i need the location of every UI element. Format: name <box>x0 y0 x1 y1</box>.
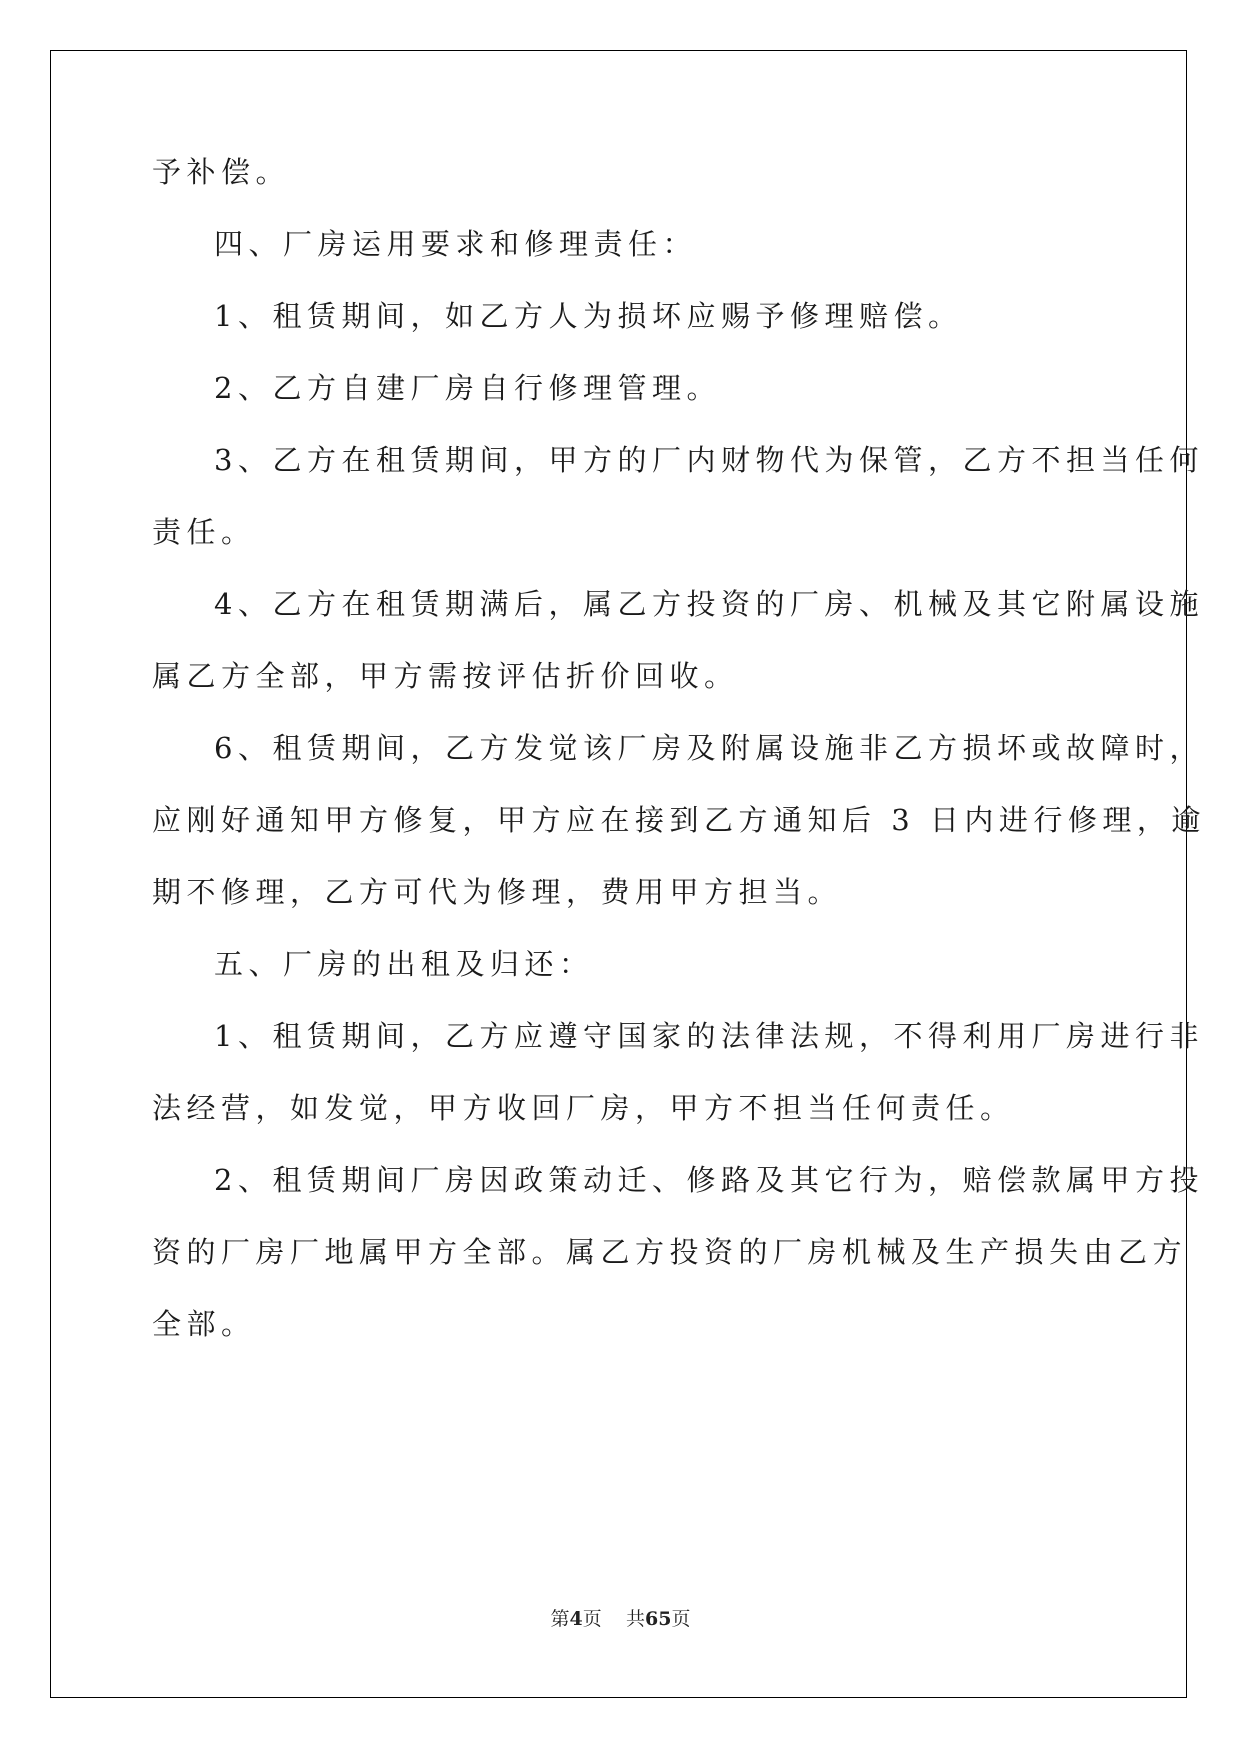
paragraph-line: 2、租赁期间厂房因政策动迁、修路及其它行为，赔偿款属甲方投 <box>214 1163 1204 1197</box>
paragraph-line: 4、乙方在租赁期满后，属乙方投资的厂房、机械及其它附属设施 <box>214 587 1204 621</box>
paragraph-line: 法经营，如发觉，甲方收回厂房，甲方不担当任何责任。 <box>152 1091 1015 1125</box>
paragraph-line: 属乙方全部，甲方需按评估折价回收。 <box>152 659 739 693</box>
page-footer <box>0 1604 1241 1631</box>
footer-total-prefix: 共 <box>625 1608 645 1630</box>
paragraph-line: 应刚好通知甲方修复，甲方应在接到乙方通知后 3 日内进行修理，逾 <box>152 803 1206 837</box>
paragraph-line: 期不修理，乙方可代为修理，费用甲方担当。 <box>152 875 843 909</box>
section-heading: 四、厂房运用要求和修理责任： <box>214 227 698 261</box>
paragraph-line: 予补偿。 <box>152 155 291 189</box>
paragraph-line: 2、乙方自建厂房自行修理管理。 <box>214 371 721 405</box>
total-pages: 65 <box>644 1608 672 1630</box>
page-number: 4 <box>569 1608 583 1630</box>
paragraph-line: 责任。 <box>152 515 256 549</box>
footer-page-suffix: 页 <box>582 1608 602 1630</box>
paragraph-line: 1、租赁期间，如乙方人为损坏应赐予修理赔偿。 <box>214 299 963 333</box>
paragraph-line: 6、租赁期间，乙方发觉该厂房及附属设施非乙方损坏或故障时， <box>214 731 1204 765</box>
paragraph-line: 全部。 <box>152 1307 256 1341</box>
footer-total-suffix: 页 <box>671 1608 691 1630</box>
paragraph-line: 资的厂房厂地属甲方全部。属乙方投资的厂房机械及生产损失由乙方 <box>152 1235 1188 1269</box>
paragraph-line: 3、乙方在租赁期间，甲方的厂内财物代为保管，乙方不担当任何 <box>214 443 1204 477</box>
paragraph-line: 1、租赁期间，乙方应遵守国家的法律法规，不得利用厂房进行非 <box>214 1019 1204 1053</box>
section-heading: 五、厂房的出租及归还： <box>214 947 594 981</box>
footer-prefix: 第 <box>550 1608 570 1630</box>
